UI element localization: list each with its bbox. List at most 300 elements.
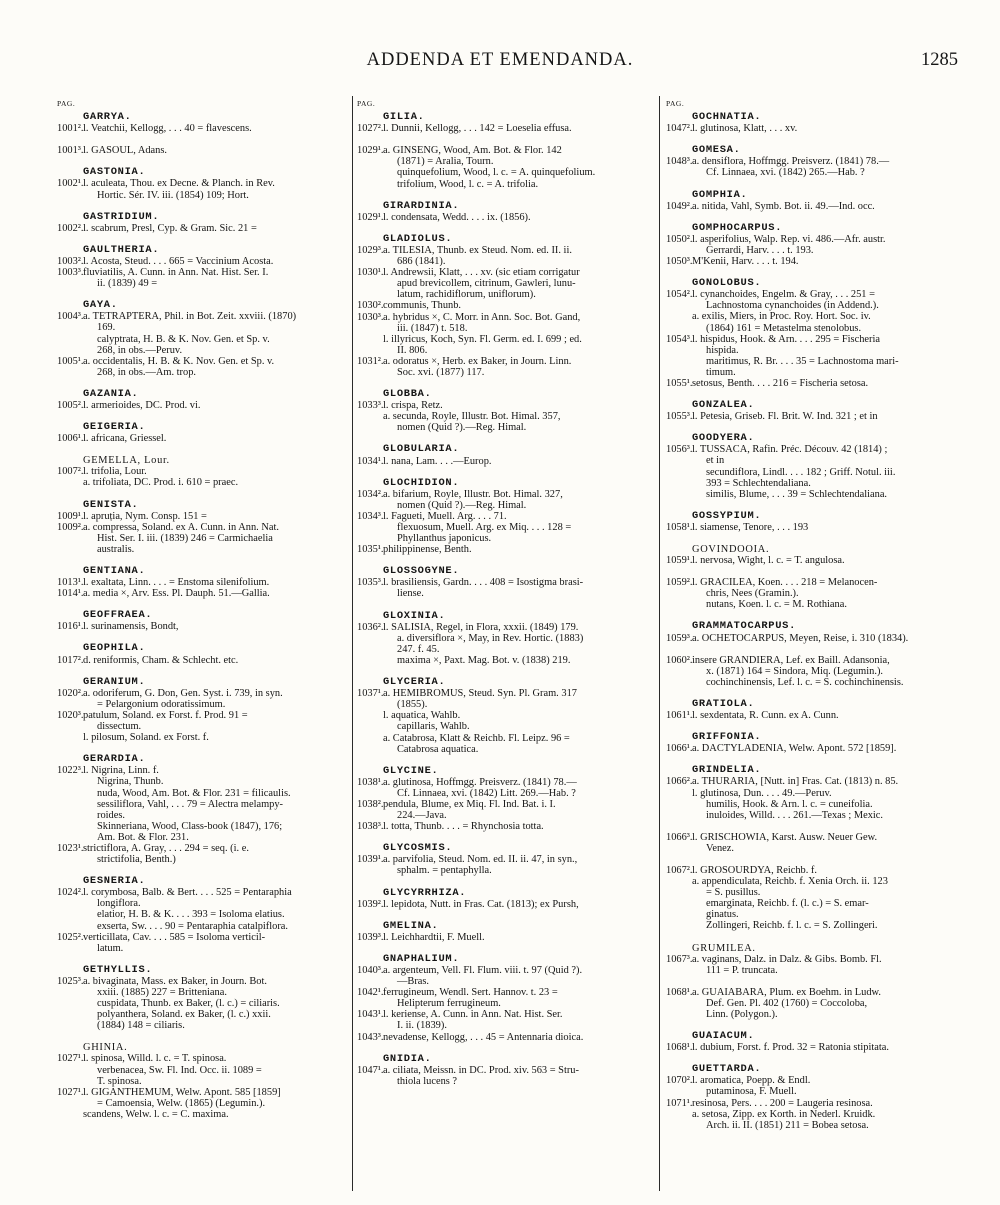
page-reference: 1004³. (57, 311, 84, 323)
entry-continuation: = S. pusillus. (706, 887, 761, 899)
page-reference: 1029¹. (357, 211, 384, 223)
entry-continuation: Am. Bot. & Flor. 231. (97, 831, 189, 843)
genus-entry (357, 234, 655, 378)
entry-line (357, 400, 655, 411)
entry-continuation: Soc. xvi. (1877) 117. (397, 366, 485, 378)
entry-line (666, 123, 963, 134)
genus-entry (666, 655, 963, 688)
entry-line: a. appendiculata, Reichb. f. Xenia Orch. ii. 123 (692, 876, 888, 888)
page-title: ADDENDA ET EMENDANDA. (366, 50, 634, 70)
entry-text: nevadense, Kellogg, . . . 45 = Antennaria dioica. (383, 1031, 584, 1043)
page-reference: 1059². (666, 577, 693, 589)
page-reference: 1048³. (666, 156, 693, 168)
entry-text: l. TUSSACA, Rafin. Préc. Découv. 42 (1814) ; (692, 444, 888, 456)
entry-line (666, 444, 963, 455)
page-reference: 1055¹. (666, 377, 693, 389)
entry-continuation: roides. (97, 809, 125, 821)
genus-heading: GLOBULARIA. (383, 443, 460, 456)
genus-heading: GRATIOLA. (692, 697, 755, 710)
genus-heading: GEOPHILA. (83, 642, 146, 655)
page-reference: 1058¹. (666, 521, 693, 533)
genus-entry (666, 699, 963, 721)
genus-entry (57, 965, 349, 1032)
entry-line (666, 954, 963, 965)
page-reference: 1034². (357, 488, 384, 500)
entry-line (57, 511, 349, 522)
page-reference: 1067². (666, 864, 693, 876)
entry-continuation: cuspidata, Thunb. ex Baker, (l. c.) = ciliaris. (97, 998, 280, 1010)
genus-heading: GAZANIA. (83, 387, 139, 400)
genus-heading: GLYCERIA. (383, 676, 446, 689)
entry-line (57, 710, 349, 721)
column-left (57, 98, 349, 1198)
genus-heading: GLYCOSMIS. (383, 842, 453, 855)
page-reference: 1042¹. (357, 987, 384, 999)
entry-continuation: ii. (1839) 49 = (97, 278, 158, 290)
genus-heading: GIRARDINIA. (383, 199, 460, 212)
entry-text: l. Leichhardtii, F. Muell. (383, 931, 485, 943)
entry-continuation: thiola lucens ? (397, 1075, 458, 1087)
genus-entry (57, 643, 349, 665)
page-reference: 1036². (357, 621, 384, 633)
entry-continuation: = Camoensia, Welw. (1865) (Legumin.). (97, 1097, 266, 1109)
page-reference: 1007². (57, 466, 84, 478)
entry-continuation: Linn. (Polygon.). (706, 1009, 778, 1020)
entry-continuation: Def. Gen. Pl. 402 (1760) = Coccoloba, (706, 997, 868, 1009)
entry-line (357, 932, 655, 943)
genus-heading: GLOSSOGYNE. (383, 565, 460, 578)
entry-continuation: hispida. (706, 344, 739, 356)
entry-line: a. exilis, Miers, in Proc. Roy. Hort. Soc. iv. (692, 311, 871, 323)
entry-continuation: verbenacea, Sw. Fl. Ind. Occ. ii. 1089 = (97, 1064, 262, 1076)
entry-line: a. secunda, Royle, Illustr. Bot. Himal. 357, (383, 411, 561, 423)
genus-heading: GEIGERIA. (83, 421, 146, 434)
genus-heading: GONOLOBUS. (692, 277, 762, 290)
page-reference: 1016¹. (57, 621, 84, 633)
entry-text: M'Kenii, Harv. . . . t. 194. (692, 256, 799, 268)
page-reference: 1027¹. (57, 1053, 84, 1065)
entry-text: l. lepidota, Nutt. in Fras. Cat. (1813); ex Pursh, (383, 898, 579, 910)
entry-continuation: trifolium, Wood, l. c. = A. trifolia. (397, 178, 539, 190)
page-reference: 1038². (357, 798, 384, 810)
entry-text: l. aromatica, Poepp. & Endl. (692, 1075, 811, 1087)
genus-entry (357, 843, 655, 876)
entry-line (357, 456, 655, 467)
entry-continuation: = Pelargonium odoratissimum. (97, 698, 226, 710)
page-reference: 1014¹. (57, 588, 84, 600)
entry-text: l. hispidus, Hook. & Arn. . . . 295 = Fischeria (692, 333, 880, 345)
page-reference: 1055³. (666, 411, 693, 423)
entry-continuation: nutans, Koen. l. c. = M. Rothiana. (706, 599, 847, 611)
entry-continuation: emarginata, Reichb. f. (l. c.) = S. emar- (706, 898, 869, 910)
entry-line (666, 577, 963, 588)
entry-line (357, 544, 655, 555)
entry-line (357, 1009, 655, 1020)
page-reference: 1037¹. (357, 688, 384, 700)
genus-entry (666, 1064, 963, 1131)
genus-entry (57, 389, 349, 411)
genus-entry (357, 444, 655, 466)
entry-text: l. dubium, Forst. f. Prod. 32 = Ratonia stipitata. (692, 1042, 889, 1054)
entry-continuation: nomen (Quid ?).—Reg. Himal. (397, 422, 527, 434)
page-reference: 1025². (57, 931, 84, 943)
genus-entry (666, 987, 963, 1020)
genus-entry (357, 145, 655, 189)
entry-continuation: xxiii. (1885) 227 = Britteniana. (97, 987, 227, 998)
genus-entry (666, 145, 963, 178)
entry-continuation: Zollingeri, Reichb. f. l. c. = S. Zollingeri. (706, 920, 878, 932)
entry-line (666, 633, 963, 644)
page-reference: 1066². (666, 776, 693, 788)
entry-text: l. Nigrina, Linn. f. (83, 765, 159, 777)
entry-continuation: Venez. (706, 842, 734, 854)
entry-text: l. Petesia, Griseb. Fl. Brit. W. Ind. 321 ; et in (692, 411, 878, 423)
page-reference: 1038¹. (357, 776, 384, 788)
entry-text: fluviatilis, A. Cunn. in Ann. Nat. Hist. Ser. I. (83, 267, 269, 279)
page-reference: 1030³. (357, 311, 384, 323)
genus-entry (357, 611, 655, 666)
entry-continuation: Lachnostoma cynanchoides (in Addend.). (706, 300, 879, 312)
page-reference: 1071¹. (666, 1097, 693, 1109)
column-divider (352, 96, 353, 1191)
entry-line (57, 1053, 349, 1064)
entry-text: l. GROSOURDYA, Reichb. f. (692, 864, 817, 876)
genus-entry (666, 577, 963, 610)
genus-heading: GENTIANA. (83, 565, 146, 577)
entry-line (57, 522, 349, 533)
entry-continuation: Catabrosa aquatica. (397, 743, 479, 755)
entry-text: a. argenteum, Vell. Fl. Flum. viii. t. 97 (Quid ?). (383, 965, 583, 976)
page-reference: 1067³. (666, 953, 693, 965)
genus-heading: GERANIUM. (83, 675, 146, 688)
page-reference: 1040³. (357, 965, 384, 976)
entry-line (666, 987, 963, 998)
genus-entry (357, 478, 655, 556)
genus-entry (57, 677, 349, 744)
entry-continuation: 268, in obs.—Peruv. (97, 344, 183, 356)
entry-text: a. hybridus ×, C. Morr. in Ann. Soc. Bot. Gand, (383, 311, 581, 323)
entry-line (357, 799, 655, 810)
entry-text: a. HEMIBROMUS, Steud. Syn. Pl. Gram. 317 (383, 688, 577, 700)
entry-continuation: (1855). (397, 699, 428, 711)
entry-line (666, 1075, 963, 1086)
genus-heading: GLOXINIA. (383, 609, 446, 622)
entry-text: l. corymbosa, Balb. & Bert. . . . 525 = Pentaraphia (83, 887, 292, 899)
page-reference: 1023¹. (57, 842, 84, 854)
entry-line (57, 466, 349, 477)
entry-line (357, 899, 655, 910)
entry-line: a. trifoliata, DC. Prod. i. 610 = praec. (83, 477, 239, 489)
genus-heading: GLADIOLUS. (383, 232, 453, 245)
entry-text: l. crispa, Retz. (383, 400, 443, 412)
entry-line (357, 688, 655, 699)
genus-entry (357, 921, 655, 943)
genus-heading: GARRYA. (83, 111, 132, 124)
entry-text: patulum, Soland. ex Forst. f. Prod. 91 = (83, 709, 248, 721)
entry-text: l. condensata, Wedd. . . . ix. (1856). (383, 211, 531, 223)
page-reference: 1049². (666, 200, 693, 212)
page-reference: 1005². (57, 399, 84, 411)
entry-text: l. GIGANTHEMUM, Welw. Apont. 585 [1859] (83, 1086, 281, 1098)
genus-entry (57, 112, 349, 134)
entry-text: l. Andrewsii, Klatt, . . . xv. (sic etiam corrigatur (383, 267, 580, 279)
page-reference: 1038³. (357, 821, 384, 833)
entry-line (57, 178, 349, 189)
entry-continuation: strictifolia, Benth.) (97, 854, 176, 866)
entry-continuation: nuda, Wood, Am. Bot. & Flor. 231 = filicaulis. (97, 787, 291, 799)
entry-continuation: liense. (397, 588, 424, 600)
entry-text: strictiflora, A. Gray, . . . 294 = seq. (i. e. (83, 842, 249, 854)
entry-line (666, 334, 963, 345)
entry-continuation: x. (1871) 164 = Sindora, Miq. (Legumin.). (706, 665, 883, 677)
entry-continuation: Hist. Ser. I. iii. (1839) 246 = Carmichaelia (97, 532, 273, 544)
genus-heading: GUETTARDA. (692, 1063, 762, 1076)
entry-text: a. compressa, Soland. ex A. Cunn. in Ann. Nat. (83, 521, 279, 533)
page-reference: 1039¹. (357, 854, 384, 866)
entry-line (57, 1087, 349, 1098)
entry-line (666, 832, 963, 843)
entry-line (666, 156, 963, 167)
entry-line (357, 854, 655, 865)
genus-entry (57, 145, 349, 156)
genus-entry (666, 400, 963, 422)
genus-entry (357, 389, 655, 433)
entry-line (57, 887, 349, 898)
entry-text: a. media ×, Arv. Ess. Pl. Dauph. 51.—Gallia. (83, 588, 270, 600)
entry-line (57, 400, 349, 411)
entry-text: l. scabrum, Presl, Cyp. & Gram. Sic. 21 = (83, 222, 257, 234)
entry-continuation: (1871) = Aralia, Tourn. (397, 156, 494, 168)
page-reference: 1009². (57, 521, 84, 533)
entry-line (666, 743, 963, 754)
entry-continuation: Cf. Linnaea, xvi. (1842) Litt. 269.—Hab. ? (397, 787, 576, 799)
entry-continuation: cochinchinensis, Lef. l. c. = S. cochinchinensis. (706, 676, 904, 688)
entry-continuation: T. spinosa. (97, 1075, 142, 1087)
genus-heading: GAULTHERIA. (83, 243, 160, 256)
page-reference: 1001². (57, 123, 84, 135)
entry-line (357, 245, 655, 256)
genus-heading: GLYCINE. (383, 764, 439, 777)
page-reference: 1054². (666, 289, 693, 301)
page-reference: 1061¹. (666, 710, 693, 722)
page-reference: 1050³. (666, 256, 693, 268)
entry-line: a. Catabrosa, Klatt & Reichb. Fl. Leipz. 96 = (383, 732, 570, 744)
page-reference: 1039². (357, 898, 384, 910)
entry-continuation: maxima ×, Paxt. Mag. Bot. v. (1838) 219. (397, 654, 571, 666)
entry-continuation: dissectum. (97, 721, 142, 733)
page-reference: 1020³. (57, 709, 84, 721)
entry-line: l. pilosum, Soland. ex Forst. f. (83, 732, 209, 744)
entry-line (666, 655, 963, 666)
entry-line (57, 765, 349, 776)
entry-line (357, 300, 655, 311)
entry-text: l. GRACILEA, Koen. . . . 218 = Melanocen- (692, 577, 878, 589)
entry-text: a. occidentalis, H. B. & K. Nov. Gen. et Sp. v. (83, 355, 275, 367)
page-reference: 1031². (357, 355, 384, 367)
entry-text: setosus, Benth. . . . 216 = Fischeria setosa. (692, 377, 869, 389)
page-reference: 1017². (57, 654, 84, 666)
entry-text: l. trifolia, Lour. (83, 466, 147, 478)
entry-continuation: maritimus, R. Br. . . . 35 = Lachnostoma mari- (706, 355, 899, 367)
entry-line (357, 622, 655, 633)
entry-text: d. reniformis, Cham. & Schlecht. etc. (83, 654, 239, 666)
entry-line (666, 378, 963, 389)
entry-continuation: calyptrata, H. B. & K. Nov. Gen. et Sp. v. (97, 333, 270, 345)
entry-continuation: capillaris, Wahlb. (397, 721, 470, 733)
genus-entry (666, 223, 963, 267)
page-reference: 1027². (357, 123, 384, 135)
entry-line (57, 433, 349, 444)
genus-heading: GOSSYPIUM. (692, 509, 762, 522)
genus-heading: GOVINDOOIA. (692, 544, 770, 555)
entry-line (57, 223, 349, 234)
genus-entry (666, 865, 963, 932)
page-reference: 1068¹. (666, 1042, 693, 1054)
entry-continuation: 111 = P. truncata. (706, 964, 778, 976)
entry-text: philippinense, Benth. (383, 544, 472, 556)
genus-heading: GEOFFRAEA. (83, 609, 153, 622)
pag-label: PAG. (666, 99, 685, 108)
genus-entry (57, 876, 349, 954)
genus-entry (666, 1031, 963, 1053)
page-reference: 1009¹. (57, 510, 84, 522)
entry-text: a. densiflora, Hoffmgg. Preisverz. (1841) 78.— (692, 156, 890, 168)
entry-text: l. spinosa, Willd. l. c. = T. spinosa. (83, 1053, 227, 1065)
entry-line (57, 688, 349, 699)
entry-text: a. bivaginata, Mass. ex Baker, in Journ. Bot. (83, 975, 267, 987)
page-reference: 1033³. (357, 400, 384, 412)
entry-text: l. Acosta, Steud. . . . 665 = Vaccinium Acosta. (83, 255, 274, 267)
entry-continuation: 393 = Schlechtendaliana. (706, 477, 811, 489)
entry-continuation: Helipterum ferrugineum. (397, 998, 501, 1010)
entry-line (57, 256, 349, 267)
genus-heading: GOMESA. (692, 144, 741, 157)
entry-line (57, 932, 349, 943)
entry-line (666, 1042, 963, 1053)
entry-text: l. keriense, A. Cunn. in Ann. Nat. Hist. Ser. (383, 1009, 563, 1021)
entry-text: a. OCHETOCARPUS, Meyen, Reise, i. 310 (1834). (692, 632, 909, 644)
page-reference: 1070². (666, 1075, 693, 1087)
page-reference: 1035¹. (357, 544, 384, 556)
page-reference: 1027¹. (57, 1086, 84, 1098)
genus-heading: GASTONIA. (83, 166, 146, 179)
entry-text: a. THURARIA, [Nutt. in] Fras. Cat. (1813) n. 85. (692, 776, 899, 788)
entry-continuation: Nigrina, Thunb. (97, 776, 164, 788)
entry-line: l. aquatica, Wahlb. (383, 710, 461, 722)
entry-continuation: Arch. ii. II. (1851) 211 = Bobea setosa. (706, 1119, 869, 1131)
page-reference: 1068¹. (666, 986, 693, 998)
entry-text: a. TETRAPTERA, Phil. in Bot. Zeit. xxviii. (1870) (83, 311, 297, 323)
genus-entry (57, 300, 349, 378)
entry-text: a. GINSENG, Wood, Am. Bot. & Flor. 142 (383, 145, 562, 157)
entry-line (357, 145, 655, 156)
entry-text: a. parvifolia, Steud. Nom. ed. II. ii. 47, in syn., (383, 854, 578, 866)
entry-continuation: 247. f. 45. (397, 643, 440, 655)
genus-heading: GOMPHOCARPUS. (692, 221, 783, 234)
entry-line (57, 356, 349, 367)
entry-continuation: 268, in obs.—Am. trop. (97, 366, 197, 378)
page-reference: 1059¹. (666, 555, 693, 567)
genus-heading: GRIFFONIA. (692, 731, 762, 744)
entry-line: l. illyricus, Koch, Syn. Fl. Germ. ed. I. 699 ; ed. (383, 333, 582, 345)
entry-continuation: II. 806. (397, 344, 428, 356)
genus-entry (666, 190, 963, 212)
column-divider (659, 96, 660, 1191)
genus-entry (357, 566, 655, 599)
genus-entry (57, 500, 349, 555)
entry-line (57, 655, 349, 666)
page-reference: 1002². (57, 222, 84, 234)
entry-text: l. cynanchoides, Engelm. & Gray, . . . 251 = (692, 289, 875, 301)
genus-heading: GOMPHIA. (692, 188, 748, 201)
page-reference: 1034¹. (357, 455, 384, 467)
genus-entry (57, 1042, 349, 1120)
pag-label: PAG. (357, 99, 376, 108)
genus-entry (357, 677, 655, 755)
entry-text: a. odoriferum, G. Don, Gen. Syst. i. 739, in syn. (83, 687, 283, 699)
genus-entry (357, 201, 655, 223)
entry-text: a. TILESIA, Thunb. ex Steud. Nom. ed. II. ii. (383, 244, 572, 256)
entry-text: ferrugineum, Wendl. Sert. Hannov. t. 23 = (383, 987, 558, 999)
entry-continuation: 224.—Java. (397, 810, 447, 822)
page-reference: 1002¹. (57, 178, 84, 190)
genus-entry (57, 212, 349, 234)
entry-line (357, 312, 655, 323)
genus-entry (666, 433, 963, 500)
page-reference: 1024². (57, 887, 84, 899)
entry-text: l. aculeata, Thou. ex Decne. & Planch. in Rev. (83, 178, 275, 190)
entry-text: a. GUAIABARA, Plum. ex Boehm. in Ludw. (692, 986, 881, 998)
genus-heading: GAYA. (83, 299, 118, 312)
genus-entry (357, 112, 655, 134)
genus-heading: GETHYLLIS. (83, 963, 153, 976)
genus-heading: GMELINA. (383, 919, 439, 932)
entry-line (357, 577, 655, 588)
entry-line (357, 267, 655, 278)
genus-heading: GNAPHALIUM. (383, 952, 460, 965)
page-reference: 1043³. (357, 1031, 384, 1043)
entry-text: l. armerioides, DC. Prod. vi. (83, 399, 201, 411)
genus-heading: GOODYERA. (692, 432, 755, 445)
page-reference: 1054³. (666, 333, 693, 345)
genus-heading: GRINDELIA. (692, 764, 762, 777)
genus-heading: GERARDIA. (83, 753, 146, 766)
entry-continuation: putaminosa, F. Muell. (706, 1086, 797, 1098)
entry-continuation: sessiliflora, Vahl, . . . 79 = Alectra melampy- (97, 798, 284, 810)
entry-continuation: —Bras. (397, 976, 430, 988)
entry-line (57, 843, 349, 854)
entry-continuation: iii. (1847) t. 518. (397, 322, 468, 334)
column-right (666, 98, 963, 1198)
entry-continuation: Cf. Linnaea, xvi. (1842) 265.—Hab. ? (706, 167, 865, 179)
entry-text: a. glutinosa, Hoffmgg. Preisverz. (1841) 78.— (383, 776, 577, 788)
entry-text: l. siamense, Tenore, . . . 193 (692, 521, 809, 533)
genus-entry (57, 610, 349, 632)
entry-line (357, 489, 655, 500)
entry-text: l. Veatchii, Kellogg, . . . 40 = flavescens. (83, 123, 252, 135)
entry-text: l. totta, Thunb. . . . = Rhynchosia totta. (383, 821, 544, 833)
pag-label: PAG. (57, 99, 76, 108)
entry-line (57, 267, 349, 278)
entry-text: pendula, Blume, ex Miq. Fl. Ind. Bat. i. I. (383, 798, 556, 810)
page-reference: 1066¹. (666, 743, 693, 755)
genus-heading: GLOCHIDION. (383, 476, 460, 489)
page-reference: 1059³. (666, 632, 693, 644)
entry-line (57, 621, 349, 632)
entry-text: l. surinamensis, Bondt, (83, 621, 179, 633)
entry-text: l. nana, Lam. . . .—Europ. (383, 455, 492, 467)
entry-text: insere GRANDIERA, Lef. ex Baill. Adansonia, (692, 654, 890, 666)
